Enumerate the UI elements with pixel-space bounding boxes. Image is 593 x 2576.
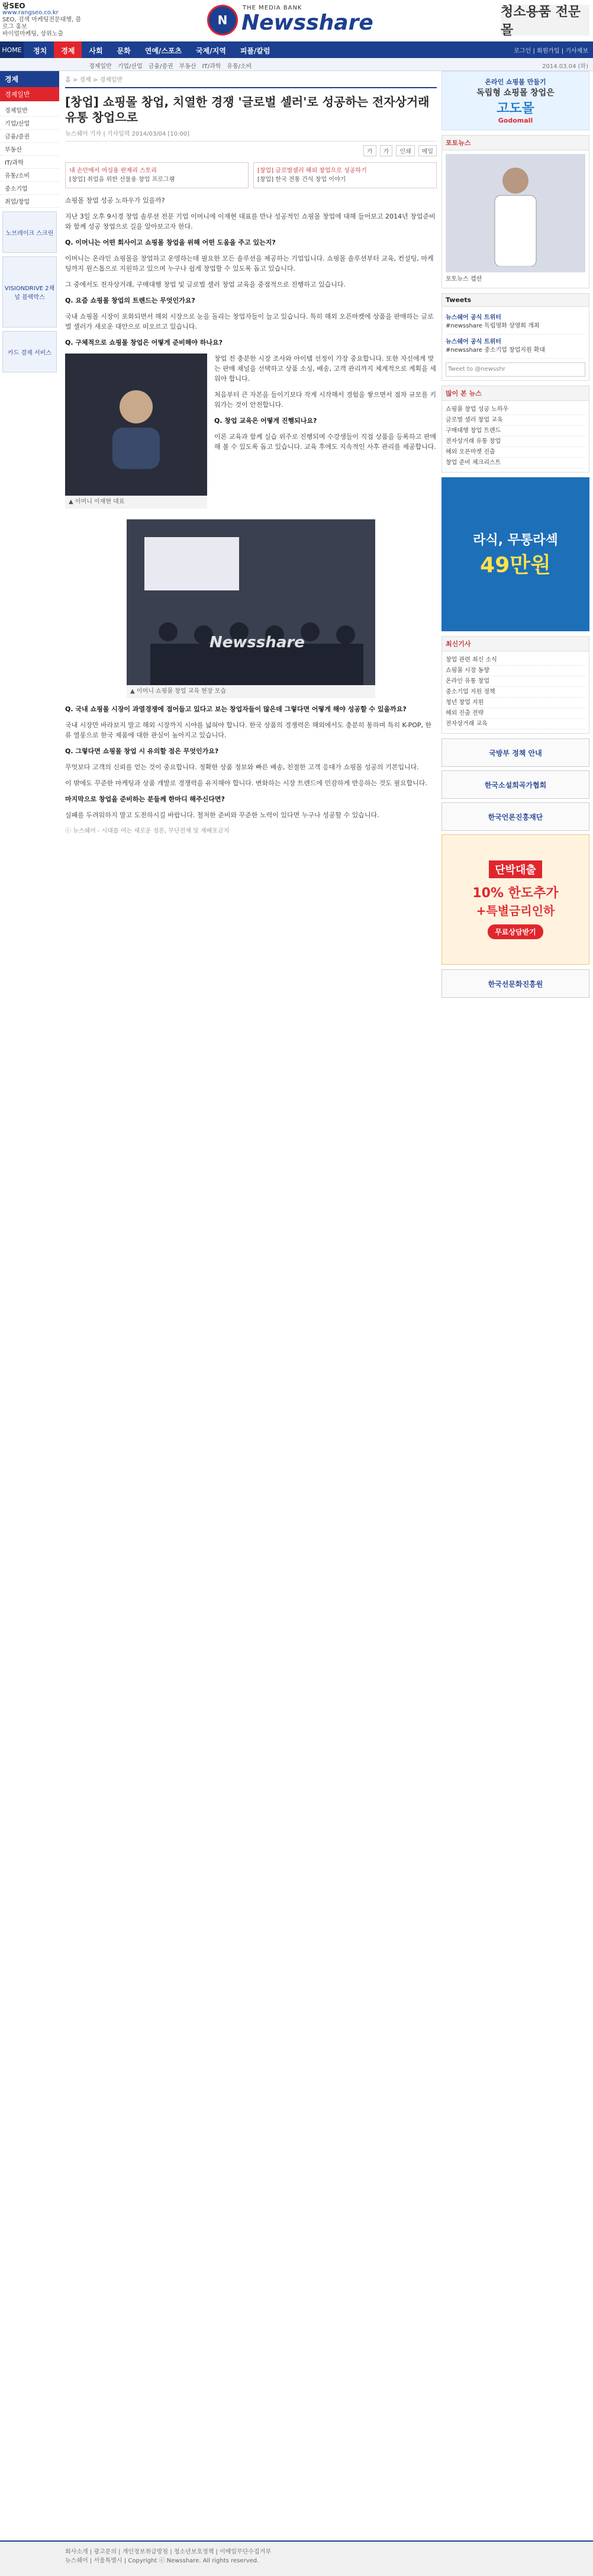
sub-nav-item[interactable]: 부동산 xyxy=(179,63,196,70)
related-box[interactable] xyxy=(253,162,437,188)
page-footer xyxy=(0,2540,593,2576)
partner-banner[interactable]: 한국소설희곡가협회 xyxy=(441,770,589,799)
related-box[interactable] xyxy=(65,162,249,188)
sidebar-link[interactable]: 기업/산업 xyxy=(0,117,59,130)
nav-menu xyxy=(26,41,278,58)
nav-account-links[interactable]: 로그인 | 회원가입 | 기사제보 xyxy=(514,48,588,54)
twitter-header: Tweets xyxy=(442,294,589,307)
sidebar-active-sub[interactable]: 경제일반 xyxy=(0,87,59,101)
tweet-author[interactable]: 뉴스쉐어 공식 트위터 xyxy=(446,339,501,345)
top-header xyxy=(0,0,593,41)
ad-brand: Godomall xyxy=(498,117,533,124)
seo-ad-line: SEO, 검색 마케팅전문대행, 블로그 홍보 xyxy=(2,17,82,30)
sidebar-link[interactable]: 취업/창업 xyxy=(0,195,59,208)
article-paragraph: 창업 전 충분한 시장 조사와 아이템 선정이 가장 중요합니다. 또한 자신에게 맞는 판매 채널을 선택하고 상품 소싱, 배송, 고객 관리까지 체계적으로 계획을 세워야 합니다. xyxy=(214,355,436,383)
popular-news-box xyxy=(441,386,589,473)
article-question: Q. 요즘 쇼핑몰 창업의 트렌드는 무엇인가요? xyxy=(65,297,195,304)
article-question: Q. 이머니는 어떤 회사이고 쇼핑몰 창업을 위해 어떤 도움을 주고 있는지? xyxy=(65,239,276,246)
twitter-widget xyxy=(441,293,589,381)
article-paragraph: 무엇보다 고객의 신뢰를 얻는 것이 중요합니다. 정확한 상품 정보와 빠른 배송, 친절한 고객 응대가 쇼핑몰 성공의 기본입니다. xyxy=(65,763,419,771)
article-question: Q. 창업 교육은 어떻게 진행되나요? xyxy=(214,417,317,425)
ad-line: 49만원 xyxy=(480,553,551,577)
nav-item[interactable]: 국제/지역 xyxy=(196,47,226,55)
photo-news-caption[interactable]: 포토뉴스 캡션 xyxy=(446,276,482,282)
article-photo-classroom[interactable] xyxy=(127,519,375,685)
article-paragraph: 이머니는 온라인 쇼핑몰을 창업하고 운영하는데 필요한 모든 솔루션을 제공하는 기업입니다. 쇼핑몰 솔루션부터 교육, 컨설팅, 마케팅까지 원스톱으로 지원하고 있으며 누구나 쉽게 창업할 수 있도록 돕고 있습니다. xyxy=(65,255,434,272)
site-logo[interactable] xyxy=(207,4,385,37)
nav-item-active[interactable]: 경제 xyxy=(54,41,82,58)
article-paragraph: 처음부터 큰 자본을 들이기보다 작게 시작해서 경험을 쌓으면서 점차 규모를 키워가는 것이 안전합니다. xyxy=(214,391,436,409)
article-paragraph: 쇼핑몰 창업 성공 노하우가 있을까? xyxy=(65,197,165,204)
related-sub[interactable]: [창업] 취업을 위한 선물용 창업 프로그램 xyxy=(69,176,175,183)
article-question: 마지막으로 창업을 준비하는 분들께 한마디 해주신다면? xyxy=(65,795,225,803)
list-item[interactable]: 창업 준비 체크리스트 xyxy=(446,458,585,468)
print-button[interactable]: 인쇄 xyxy=(396,145,414,156)
nav-item[interactable]: 사회 xyxy=(89,47,103,55)
article-main xyxy=(65,71,437,842)
popular-news-list xyxy=(442,401,589,472)
article-body xyxy=(65,195,437,836)
list-item[interactable]: 글로벌 셀러 창업 교육 xyxy=(446,415,585,426)
sidebar-ad[interactable]: 카드 결제 서비스 xyxy=(2,331,57,372)
loan-ad[interactable] xyxy=(441,834,589,965)
footer-copyright: 뉴스쉐어 | 서울특별시 | Copyright ⓒ Newsshare. All rights reserved. xyxy=(65,2558,259,2564)
list-item[interactable]: 전자상거래 교육 xyxy=(446,719,585,730)
tweet[interactable] xyxy=(446,335,585,359)
latest-news-title: 최신기사 xyxy=(442,637,589,651)
article-question: Q. 구체적으로 쇼핑몰 창업은 어떻게 준비해야 하나요? xyxy=(65,339,223,346)
article-paragraph: 국내 쇼핑몰 시장이 포화되면서 해외 시장으로 눈을 돌리는 창업자들이 늘고 있습니다. 특히 해외 오픈마켓에 상품을 판매하는 글로벌 셀러가 새로운 대안으로 떠오르고 있습니다. xyxy=(65,313,434,330)
ad-line: 라식, 무통라섹 xyxy=(473,533,558,548)
photo-news-image[interactable] xyxy=(446,154,585,272)
article-question: Q. 그렇다면 쇼핑몰 창업 시 유의할 점은 무엇인가요? xyxy=(65,747,219,755)
article-paragraph: 이론 교육과 함께 실습 위주로 진행되며 수강생들이 직접 상품을 등록하고 판매해 볼 수 있도록 돕고 있습니다. 교육 후에도 지속적인 사후 관리를 제공합니다. xyxy=(214,433,436,451)
font-larger-button[interactable]: 가 xyxy=(363,145,376,156)
sidebar-link[interactable]: IT/과학 xyxy=(0,156,59,169)
seo-ad-line: 바이럴마케팅, 상위노출 xyxy=(2,31,63,37)
ad-line: 10% 한도추가 xyxy=(472,885,559,901)
photo-news-box xyxy=(441,135,589,288)
lasik-ad[interactable] xyxy=(441,477,589,631)
right-sidebar xyxy=(441,71,589,1001)
nav-home[interactable]: HOME xyxy=(0,41,24,58)
article-photo-interview[interactable] xyxy=(65,354,207,496)
ad-line: 온라인 쇼핑몰 만들기 xyxy=(485,78,546,86)
copyright-note: ⓒ 뉴스쉐어 - 시대를 여는 새로운 정론, 무단전재 및 재배포금지 xyxy=(65,828,230,834)
article-figure xyxy=(65,354,207,509)
article-figure xyxy=(127,519,375,698)
nav-item[interactable]: 연예/스포츠 xyxy=(144,47,182,55)
partner-banner[interactable]: 한국언론진흥재단 xyxy=(441,802,589,831)
photo-caption: ▲ 이머니 쇼핑몰 창업 교육 현장 모습 xyxy=(127,685,375,698)
ad-button[interactable]: 무료상담받기 xyxy=(488,924,543,939)
list-item[interactable]: 해외 오픈마켓 진출 xyxy=(446,447,585,458)
article-paragraph: 이 밖에도 꾸준한 마케팅과 상품 개발로 경쟁력을 유지해야 합니다. 변화하는 시장 트렌드에 민감하게 반응하는 것도 필요합니다. xyxy=(65,779,427,787)
ad-line: 독립형 쇼핑몰 창업은 xyxy=(476,88,555,98)
related-title[interactable]: [창업] 글로벌셀러 해외 창업으로 성공하기 xyxy=(257,168,367,174)
main-nav xyxy=(0,41,593,58)
list-item[interactable]: 청년 창업 지원 xyxy=(446,698,585,708)
article-meta: 뉴스쉐어 기자 | 기사입력 2014/03/04 [10:00] xyxy=(65,129,437,142)
latest-news-list xyxy=(442,651,589,733)
font-smaller-button[interactable]: 가 xyxy=(380,145,393,156)
sub-nav-item[interactable]: 기업/산업 xyxy=(117,63,143,70)
tweet-author[interactable]: 뉴스쉐어 공식 트위터 xyxy=(446,314,501,321)
nav-item[interactable]: 피플/칼럼 xyxy=(240,47,270,55)
tweet-text: #newsshare 중소기업 창업지원 확대 xyxy=(446,347,546,354)
classroom-photo-icon xyxy=(127,519,375,685)
left-sidebar xyxy=(0,71,59,376)
list-item[interactable]: 중소기업 지원 정책 xyxy=(446,687,585,698)
sidebar-link[interactable]: 경제일반 xyxy=(0,104,59,117)
email-button[interactable]: 메일 xyxy=(418,145,437,156)
sub-nav xyxy=(0,58,593,71)
photo-caption: ▲ 이머니 이재현 대표 xyxy=(65,496,207,509)
article-tools xyxy=(65,145,437,156)
list-item[interactable]: 쇼핑몰 시장 동향 xyxy=(446,666,585,676)
sidebar-ad[interactable]: 노브레이크 스크린 xyxy=(2,211,57,253)
sub-nav-items xyxy=(89,61,252,70)
sidebar-link[interactable]: 중소기업 xyxy=(0,182,59,195)
article-paragraph: 지난 3일 오후 9시경 창업 솔루션 전문 기업 이머니에 이재현 대표를 만나 성공적인 쇼핑몰 창업에 대해 들어보고 2014년 창업준비와 함께 성공 창업으로 길을 알아보고자 한다. xyxy=(65,213,436,230)
list-item[interactable]: 창업 관련 최신 소식 xyxy=(446,655,585,666)
ad-line: 고도몰 xyxy=(497,101,534,116)
logo-name: Newsshare xyxy=(241,11,373,35)
godomall-ad[interactable] xyxy=(441,71,589,130)
ad-line: +특별금리인하 xyxy=(476,903,555,918)
related-articles xyxy=(65,162,437,188)
breadcrumb[interactable]: 홈 > 경제 > 경제일반 xyxy=(65,71,437,88)
sub-nav-item[interactable]: 금융/증권 xyxy=(148,63,173,70)
article-paragraph: 국내 시장만 바라보지 말고 해외 시장까지 시야를 넓혀야 합니다. 한국 상품의 경쟁력은 해외에서도 충분히 통하며 특히 K-POP, 한류 열풍으로 한국 제품에 대한 관심이 높아지고 있습니다. xyxy=(65,721,432,739)
nav-item[interactable]: 정치 xyxy=(33,47,47,55)
article-headline: [창업] 쇼핑몰 창업, 치열한 경쟁 '글로벌 셀러'로 성공하는 전자상거래 유통 창업으로 xyxy=(65,95,430,124)
tweet-text: #newsshare 독립영화 상영회 개최 xyxy=(446,323,540,329)
latest-news-box xyxy=(441,636,589,734)
article-paragraph: 실패를 두려워하지 말고 도전하시길 바랍니다. 철저한 준비와 꾸준한 노력이 있다면 누구나 성공할 수 있습니다. xyxy=(65,811,379,819)
popular-news-title: 많이 본 뉴스 xyxy=(442,386,589,401)
seo-ad-title: 랑SEO xyxy=(2,2,25,10)
sidebar-section-title: 경제 xyxy=(0,71,59,87)
related-title[interactable]: 내 손안에서 여성용 란제리 스토리 xyxy=(69,168,157,174)
footer-links[interactable]: 회사소개 | 광고문의 | 개인정보취급방침 | 청소년보호정책 | 이메일무단수집거부 xyxy=(65,2549,272,2555)
photo-news-title: 포토뉴스 xyxy=(442,136,589,150)
sidebar-link[interactable]: 금융/증권 xyxy=(0,130,59,143)
sub-nav-item[interactable]: IT/과학 xyxy=(202,63,221,70)
list-item[interactable]: 구매대행 창업 트렌드 xyxy=(446,426,585,436)
list-item[interactable]: 해외 진출 전략 xyxy=(446,708,585,719)
partner-banner[interactable]: 국방부 정책 안내 xyxy=(441,738,589,767)
logo-mark-icon: N xyxy=(207,5,238,36)
sidebar-link[interactable]: 유통/소비 xyxy=(0,169,59,182)
partner-banner[interactable]: 한국선문화진흥원 xyxy=(441,969,589,998)
logo-tagline: THE MEDIA BANK xyxy=(243,5,302,11)
related-sub[interactable]: [창업] 한국 전통 간식 창업 이야기 xyxy=(257,176,346,183)
current-date: 2014.03.04 (화) xyxy=(542,63,588,70)
list-item[interactable]: 온라인 유통 창업 xyxy=(446,676,585,687)
photo-watermark: Newsshare xyxy=(210,634,305,651)
seo-ad[interactable] xyxy=(2,2,85,38)
sub-nav-item[interactable]: 경제일반 xyxy=(89,63,112,70)
person-photo-icon xyxy=(480,160,551,266)
list-item[interactable]: 전자상거래 유통 창업 xyxy=(446,436,585,447)
sub-nav-item[interactable]: 유통/소비 xyxy=(227,63,252,70)
person-photo-icon xyxy=(101,380,172,469)
list-item[interactable]: 쇼핑몰 창업 성공 노하우 xyxy=(446,404,585,415)
top-right-banner[interactable]: 청소용품 전문몰 xyxy=(501,5,589,36)
ad-line: 단박대출 xyxy=(489,860,542,878)
nav-item[interactable]: 문화 xyxy=(117,47,131,55)
tweet[interactable] xyxy=(446,310,585,335)
sidebar-link[interactable]: 부동산 xyxy=(0,143,59,156)
tweet-input[interactable]: Tweet to @newsshr xyxy=(446,362,585,377)
article-paragraph: 그 중에서도 전자상거래, 구매대행 창업 및 글로벌 셀러 창업 교육을 중점적으로 진행하고 있습니다. xyxy=(65,281,346,288)
seo-ad-line: www.rangseo.co.kr xyxy=(2,9,59,16)
sidebar-ad[interactable]: VISIONDRIVE 2채널 블랙박스 xyxy=(2,256,57,327)
article-question: Q. 국내 쇼핑몰 시장이 과열경쟁에 접어들고 있다고 보는 창업자들이 많은데 그렇다면 어떻게 해야 성공할 수 있을까요? xyxy=(65,705,407,713)
